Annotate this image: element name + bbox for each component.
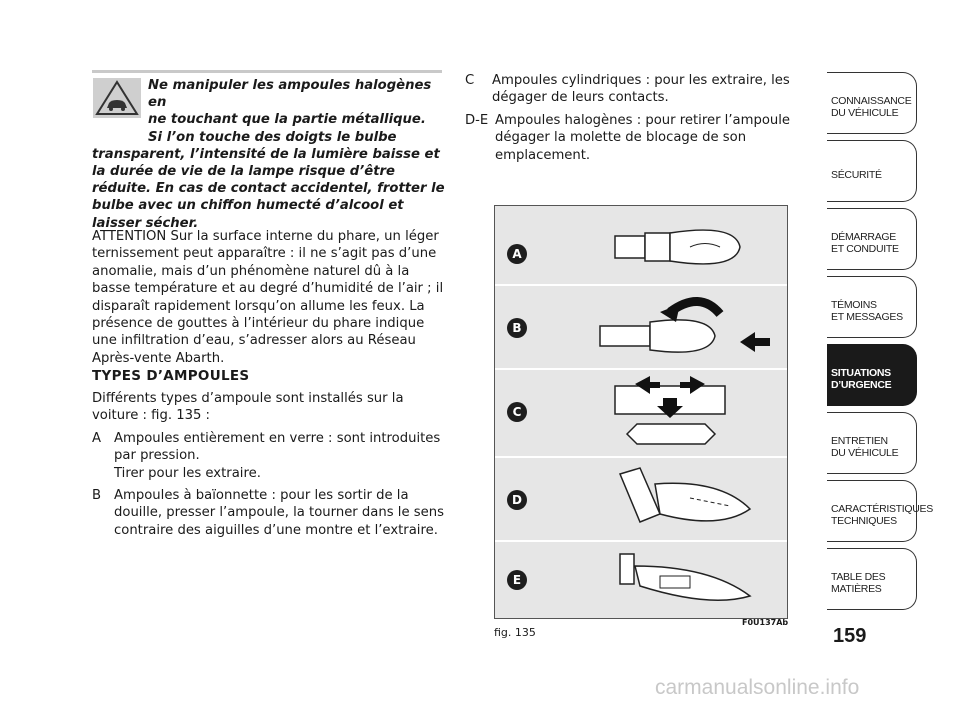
figure-code: F0U137Ab [742, 618, 789, 627]
bulb-figure [494, 205, 788, 619]
item-de [465, 112, 795, 164]
tab-securite[interactable] [827, 140, 917, 202]
attention-paragraph: ATTENTION Sur la surface interne du phare, un léger ternissement peut apparaître : il ne s’agit pas d’une anomalie, mais d’un phénomène naturel dû à la basse température et au degré d’humidité de l’air ; il disparaît rapidement lorsqu’on allume les feux. La présence de gouttes à l’intérieur du phare indique une infiltration d’eau, s’adresser alors au Réseau Après-vente Abarth. [92, 229, 444, 366]
panel-c [495, 370, 787, 458]
warning-line-3: Si l’on touche des doigts le bulbe [148, 129, 397, 145]
item-c [465, 72, 795, 107]
tab-label: D’URGENCE [831, 379, 892, 391]
badge-d: D [507, 490, 527, 510]
tab-label: DÉMARRAGE [831, 231, 896, 243]
tab-temoins[interactable] [827, 276, 917, 338]
item-b [92, 487, 447, 539]
tab-label: SITUATIONS [831, 367, 891, 379]
halogen-bulb-e-icon [600, 546, 780, 614]
item-a-text: Ampoules entièrement en verre : sont introduites par pression. [114, 431, 441, 464]
item-de-text: Ampoules halogènes : pour retirer l’ampoule dégager la molette de blocage de son emplacement. [495, 113, 791, 163]
item-a-key: A [92, 431, 102, 446]
tab-table-matieres[interactable] [827, 548, 917, 610]
item-b-key: B [92, 488, 102, 503]
tab-label: CONNAISSANCE [831, 95, 912, 107]
tab-label: ET CONDUITE [831, 243, 899, 255]
badge-b: B [507, 318, 527, 338]
types-intro: Différents types d’ampoule sont installés sur la voiture : fig. 135 : [92, 391, 404, 424]
tab-label: SÉCURITÉ [831, 169, 882, 181]
tab-label: CARACTÉRISTIQUES [831, 503, 933, 515]
warning-text [92, 77, 447, 232]
tab-label: ET MESSAGES [831, 311, 903, 323]
panel-d [495, 458, 787, 542]
tab-label: ENTRETIEN [831, 435, 888, 447]
item-b-text: Ampoules à baïonnette : pour les sortir de la douille, presser l’ampoule, la tourner dans le sens contraire des aiguilles d’une montre et l’extraire. [114, 488, 444, 538]
item-c-text: Ampoules cylindriques : pour les extraire, les dégager de leurs contacts. [492, 73, 790, 106]
item-c-key: C [465, 73, 475, 88]
bayonet-bulb-icon [590, 292, 780, 364]
section-title: TYPES D’AMPOULES [92, 368, 250, 384]
tab-label: MATIÈRES [831, 583, 882, 595]
warning-rest: transparent, l’intensité de la lumière baisse et la durée de vie de la lampe risque d’être réduite. En cas de contact accidentel, frotter le bulbe avec un chiffon humecté d’alcool et laisser sécher. [92, 146, 445, 231]
figure-caption: fig. 135 [494, 626, 536, 639]
tab-situations-urgence[interactable] [827, 344, 917, 406]
tab-label: TABLE DES [831, 571, 886, 583]
tab-label: TÉMOINS [831, 299, 877, 311]
tab-demarrage[interactable] [827, 208, 917, 270]
tab-entretien[interactable] [827, 412, 917, 474]
panel-a [495, 206, 787, 286]
cylindrical-bulb-icon [605, 376, 755, 454]
warning-line-1: Ne manipuler les ampoules halogènes en [148, 78, 432, 111]
glass-bulb-icon [595, 218, 765, 278]
warning-rule [92, 70, 442, 73]
halogen-bulb-d-icon [600, 464, 780, 536]
tab-connaissance[interactable] [827, 72, 917, 134]
badge-a: A [507, 244, 527, 264]
watermark: carmanualsonline.info [655, 676, 860, 699]
page-number: 159 [833, 625, 867, 647]
badge-e: E [507, 570, 527, 590]
item-a [92, 430, 447, 482]
tab-label: DU VÉHICULE [831, 447, 899, 459]
panel-b [495, 286, 787, 370]
panel-e [495, 542, 787, 618]
warning-line-2: ne touchant que la partie métallique. [148, 112, 426, 128]
item-a-text-2: Tirer pour les extraire. [114, 465, 261, 481]
tab-label: TECHNIQUES [831, 515, 897, 527]
tab-label: DU VÉHICULE [831, 107, 899, 119]
item-de-key: D-E [465, 113, 489, 128]
badge-c: C [507, 402, 527, 422]
tab-caracteristiques[interactable] [827, 480, 933, 542]
